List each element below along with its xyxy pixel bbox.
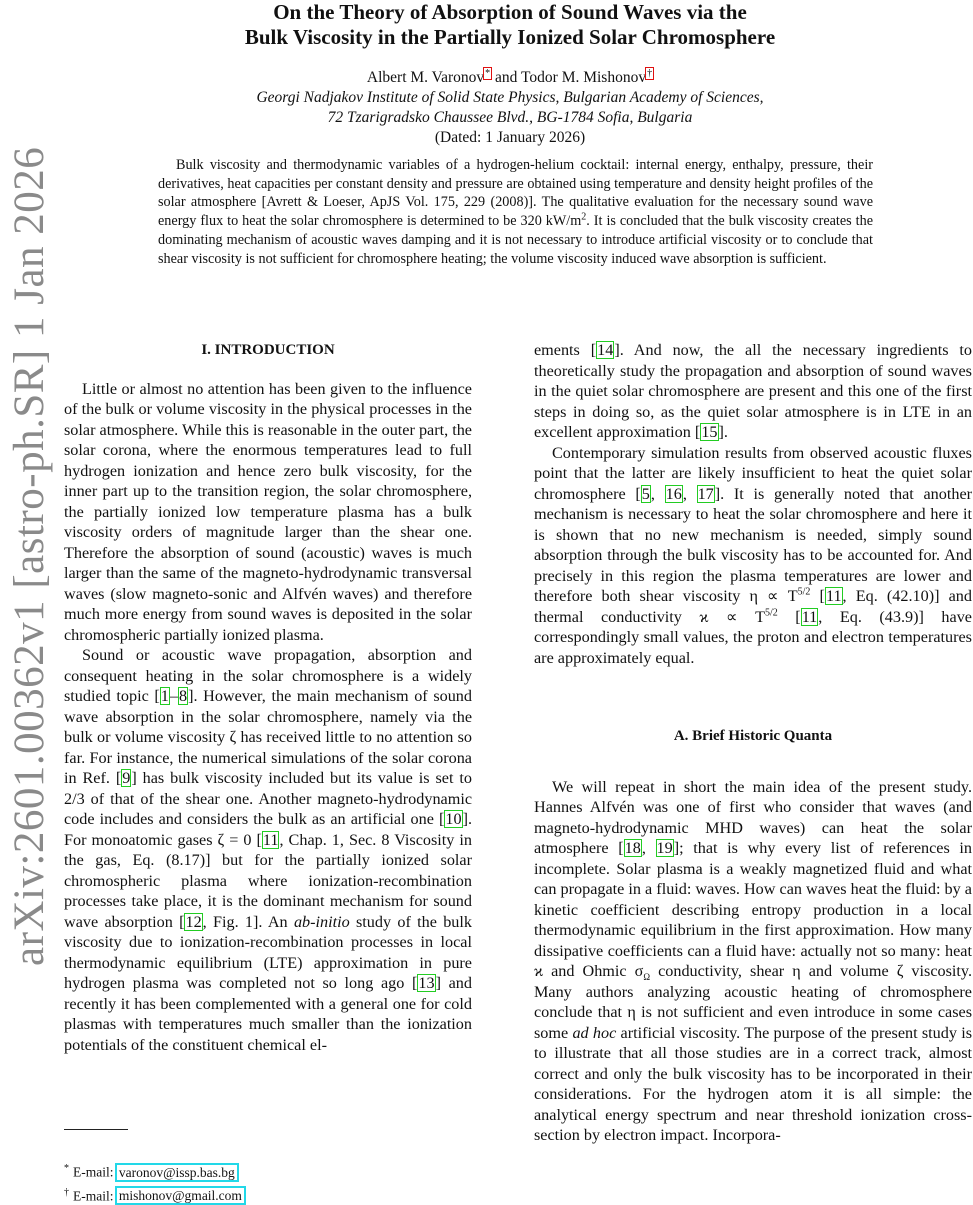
date-line: (Dated: 1 January 2026): [150, 128, 870, 148]
affiliation-line-1: Georgi Nadjakov Institute of Solid State Physics, Bulgarian Academy of Sciences,: [150, 88, 870, 108]
text: ]. For monoatomic gases ζ = 0 [: [64, 810, 472, 849]
left-column: [64, 340, 472, 1055]
citation-15[interactable]: 15: [700, 423, 718, 441]
author-block: [150, 68, 870, 148]
author-line: [150, 68, 870, 88]
text: conductivity, shear η and volume ζ viscosity. Many authors analyzing acoustic heating of chromosphere conclude that η is not sufficient and even introduce in some cases some: [534, 962, 972, 1042]
footnote-divider: [64, 1129, 128, 1130]
citation-14[interactable]: 14: [596, 341, 614, 359]
exponent: 5/2: [798, 587, 811, 598]
text: ,: [642, 839, 656, 857]
title-line-2: Bulk Viscosity in the Partially Ionized Solar Chromosphere: [160, 25, 860, 50]
citation-19[interactable]: 19: [656, 839, 674, 857]
text: ements [: [534, 341, 596, 359]
section-heading-introduction: I. INTRODUCTION: [64, 340, 472, 361]
citation-10[interactable]: 10: [444, 810, 462, 828]
footnote-link-2[interactable]: †: [646, 68, 653, 79]
footnote-label: E-mail:: [73, 1165, 117, 1180]
text: [: [810, 587, 825, 605]
text: ]. And now, the all the necessary ingredients to theoretically study the propagation and absorption of sound waves in the quiet solar chromosphere are present and this one of the first steps in doing so, as the quiet solar atmosphere is in LTE in an excellent approximation [: [534, 341, 972, 441]
historic-paragraph-1: [534, 777, 972, 1146]
footnote-mark: †: [64, 1187, 69, 1198]
email-link-mishonov[interactable]: mishonov@gmail.com: [117, 1188, 244, 1203]
italic-term: ad hoc: [572, 1024, 616, 1042]
text: , Eq. (42.10)] and thermal conductivity ϰ ∝ T: [534, 587, 972, 626]
text: ,: [651, 485, 665, 503]
text: ]. It is generally noted that another mechanism is necessary to heat the solar chromosphere and here it is shown that no new mechanism is needed, simply sound absorption through the bulk viscosity has to be accounted for. And precisely in this region the plasma temperatures are lower and therefore both shear viscosity η ∝ T: [534, 485, 972, 606]
title-line-1: On the Theory of Absorption of Sound Waves via the: [160, 0, 860, 25]
citation-13[interactable]: 13: [417, 974, 435, 992]
citation-1[interactable]: 1: [160, 687, 170, 705]
text: –: [170, 687, 178, 705]
citation-11[interactable]: 11: [262, 831, 280, 849]
author-varonov: Albert M. Varonov: [367, 69, 484, 86]
subsection-heading-historic-quanta: A. Brief Historic Quanta: [534, 726, 972, 747]
footnote-1: [64, 1160, 472, 1182]
text: artificial viscosity. The purpose of the present study is to illustrate that all those studies are in a correct track, almost correct and only the bulk viscosity has to be incorporated in their considerations. For the hydrogen atom it is all simple: the analytical energy spectrum and near threshold ionization cross-section by electron impact. Incorpora-: [534, 1024, 972, 1145]
footnotes: [64, 1160, 472, 1205]
text: ]. However, the main mechanism of sound wave absorption in the solar chromosphere, namely via the bulk or volume viscosity ζ has received little to no attention so far. For instance, the numerical simulations of the solar corona in Ref. [: [64, 687, 472, 787]
footnote-2: [64, 1184, 472, 1205]
text: ] has bulk viscosity included but its value is set to 2/3 of that of the shear one. Another magneto-hydrodynamic code includes and considers the bulk as an artificial one [: [64, 769, 472, 828]
citation-18[interactable]: 18: [624, 839, 642, 857]
paper-title: [160, 0, 860, 50]
text: study of the bulk viscosity due to ionization-recombination processes in local thermodynamic equilibrium (LTE) approximation in pure hydrogen plasma was completed not so long ago [: [64, 913, 472, 993]
text: Sound or acoustic wave propagation, absorption and consequent heating in the solar chromosphere is a widely studied topic [: [64, 646, 472, 705]
abstract: [158, 156, 873, 268]
author-conjunction: and: [491, 69, 521, 86]
text: , Eq. (43.9)] have correspondingly small values, the proton and electron temperatures are approximately equal.: [534, 608, 972, 667]
citation-8[interactable]: 8: [178, 687, 188, 705]
abstract-superscript: 2: [581, 211, 586, 222]
affiliation-line-2: 72 Tzarigradsko Chaussee Blvd., BG-1784 Sofia, Bulgaria: [150, 108, 870, 128]
citation-5[interactable]: 5: [641, 485, 651, 503]
citation-17[interactable]: 17: [697, 485, 715, 503]
right-column: [534, 340, 972, 1146]
intro-paragraph-1: Little or almost no attention has been given to the influence of the bulk or volume viscosity in the physical processes in the solar atmosphere. While this is reasonable in the outer part, the solar corona, where the enormous temperatures lead to full hydrogen ionization and hence zero bulk viscosity, for the inner part up to the transition region, the solar chromosphere, the partially ionized low temperature plasma has a bulk viscosity orders of magnitude larger than the shear one. Therefore the absorption of sound (acoustic) waves is much larger than the same of the magneto-hydrodynamic transversal waves (slow magneto-sonic and Alfvén waves) and therefore much more energy from sound waves is deposited in the solar chromospheric partially ionized plasma.: [64, 379, 472, 646]
text: ]; that is why every list of references in incomplete. Solar plasma is a weakly magnetized fluid and what can propagate in a fluid: waves. How can waves heat the fluid: by a kinetic coefficient describing entropy production in a local thermodynamic equilibrium in the first approximation. How many dissipative coefficients can a fluid have: actually not so many: heat ϰ and Ohmic σ: [534, 839, 972, 980]
footnote-label: E-mail:: [73, 1188, 117, 1203]
abstract-text-1: Bulk viscosity and thermodynamic variables of a hydrogen-helium cocktail: internal energy, enthalpy, pressure, their derivatives, heat capacities per constant density and pressure are obtained using temperature and density height profiles of the solar atmosphere [Avrett & Loeser, ApJS Vol. 175, 229 (2008)]. The qualitative evaluation for the necessary sound wave energy flux to heat the solar chromosphere is determined to be 320 kW/m: [158, 157, 873, 229]
email-link-varonov[interactable]: varonov@issp.bas.bg: [117, 1165, 237, 1180]
citation-16[interactable]: 16: [665, 485, 683, 503]
text: Contemporary simulation results from observed acoustic fluxes point that the latter are likely insufficient to heat the quiet solar chromosphere [: [534, 444, 972, 503]
text: ,: [683, 485, 697, 503]
text: ] and recently it has been complemented with a general one for cold plasmas with temperatures much smaller than the ionization potentials of the constituent chemical el-: [64, 974, 472, 1054]
text: ].: [719, 423, 728, 441]
intro-paragraph-4: [534, 443, 972, 669]
arxiv-identifier-stamp: arXiv:2601.00362v1 [astro-ph.SR] 1 Jan 2026: [4, 266, 56, 966]
footnote-mark: *: [64, 1163, 69, 1174]
italic-term: ab-initio: [294, 913, 350, 931]
author-mishonov: Todor M. Mishonov: [521, 69, 646, 86]
text: , Fig. 1]. An: [203, 913, 294, 931]
text: , Chap. 1, Sec. 8 Viscosity in the gas, Eq. (8.17)] but for the partially ionized solar chromospheric plasma where ionization-recombination processes take place, it is the dominant mechanism for sound wave absorption [: [64, 831, 472, 931]
intro-paragraph-3: [534, 340, 972, 443]
footnote-link-1[interactable]: *: [484, 68, 491, 79]
citation-11[interactable]: 11: [825, 587, 843, 605]
subscript: Ω: [643, 972, 650, 982]
citation-11[interactable]: 11: [801, 608, 819, 626]
intro-paragraph-2: [64, 645, 472, 1055]
text: We will repeat in short the main idea of the present study. Hannes Alfvén was one of first who consider that waves (and magneto-hydrodynamic MHD waves) can heat the solar atmosphere [: [534, 778, 972, 858]
text: [: [778, 608, 801, 626]
citation-9[interactable]: 9: [121, 769, 131, 787]
abstract-text-2: . It is concluded that the bulk viscosity creates the dominating mechanism of acoustic waves damping and it is not necessary to introduce artificial viscosity or to conclude that shear viscosity is not sufficient for chromosphere heating; the volume viscosity induced wave absorption is sufficient.: [158, 213, 873, 266]
citation-12[interactable]: 12: [184, 913, 202, 931]
exponent: 5/2: [765, 607, 778, 618]
